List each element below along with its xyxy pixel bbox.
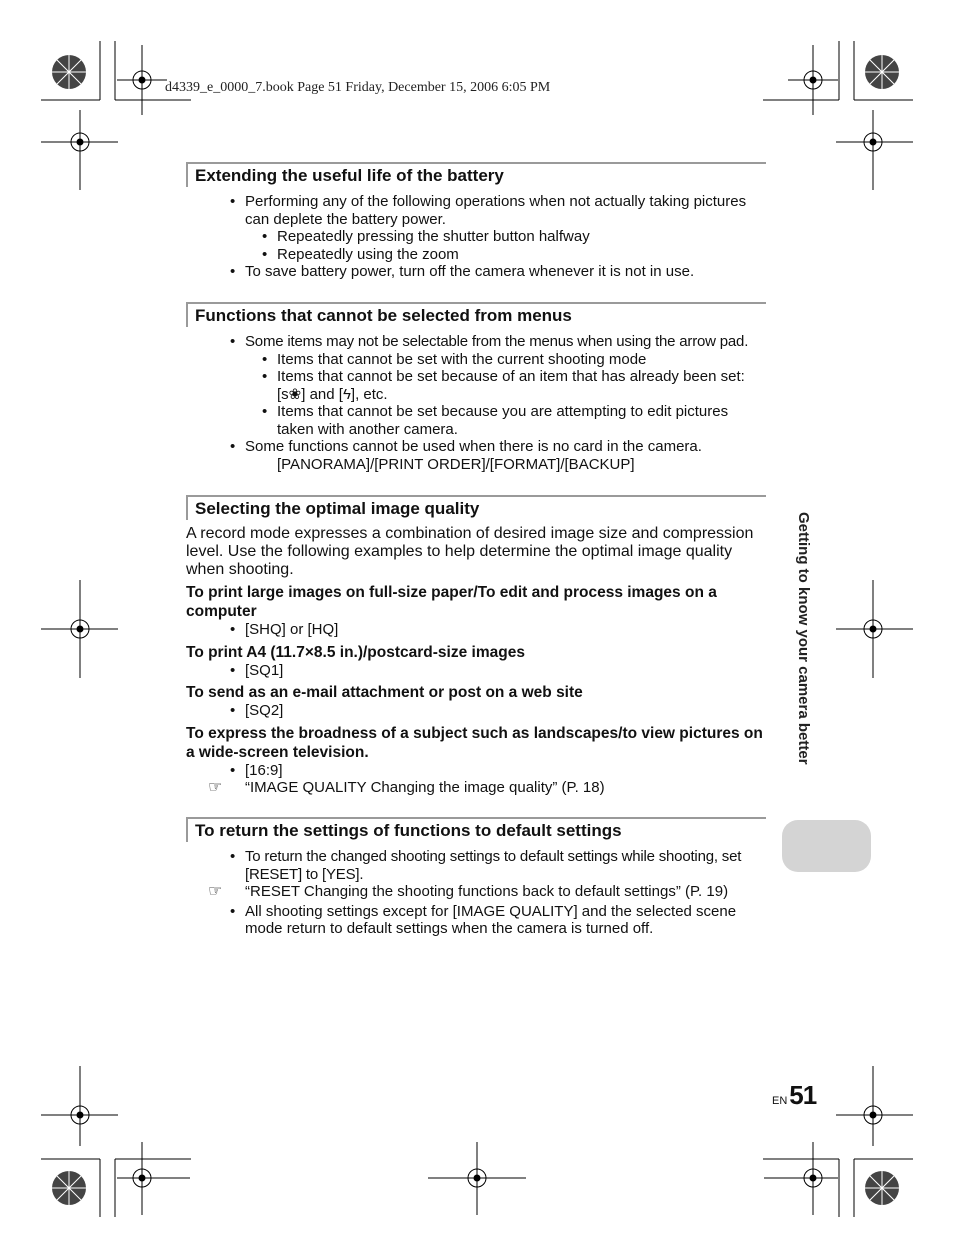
cross-reference [186, 883, 766, 901]
bullet-item: • To save battery power, turn off the camera whenever it is not in use. [186, 263, 766, 281]
scene-mode-icon: s❀ [281, 385, 302, 403]
bullet-continuation: [PANORAMA]/[PRINT ORDER]/[FORMAT]/[BACKUP] [277, 455, 635, 473]
bullet-item: • Performing any of the following operations when not actually taking pictures can deplete the battery power. [186, 193, 766, 228]
bullet-item: • [SQ1] [186, 662, 766, 680]
sub-bullet-item: • Repeatedly pressing the shutter button halfway [186, 228, 766, 246]
bullet-item: • Some functions cannot be used when there is no card in the camera. [186, 438, 766, 456]
subheading: To express the broadness of a subject such as landscapes/to view pictures on a wide-screen television. [186, 724, 763, 761]
bracket-text: [ [277, 385, 282, 403]
sub-bullet-item: • Items that cannot be set with the current shooting mode [186, 351, 766, 369]
sub-bullet-text: Items that cannot be set because of an item that has already been set: [277, 368, 745, 385]
pointing-hand-icon: ☞ [208, 779, 223, 796]
sub-bullet-item [186, 368, 766, 403]
page-number [772, 1080, 816, 1111]
section-title: Extending the useful life of the battery [186, 162, 766, 187]
reference-text: “IMAGE QUALITY Changing the image quality” (P. 18) [245, 779, 605, 796]
bracket-text: ] and [ [301, 385, 343, 403]
intro-paragraph: A record mode expresses a combination of desired image size and compression level. Use the following examples to help determine the optimal image quality when shooting. [186, 525, 754, 578]
bullet-item: • [16:9] [186, 762, 766, 780]
bullet-item: • To return the changed shooting settings to default settings while shooting, set [RESET] to [YES]. [186, 848, 766, 883]
cross-reference [186, 779, 766, 797]
section-menu-functions [186, 302, 766, 473]
chapter-sidebar-label: Getting to know your camera better [795, 512, 812, 765]
reference-text: “RESET Changing the shooting functions back to default settings” (P. 19) [245, 883, 729, 900]
sub-bullet-item: • Items that cannot be set because you are attempting to edit pictures taken with another camera. [186, 403, 766, 438]
section-battery [186, 162, 766, 281]
chapter-tab [782, 820, 871, 872]
pointing-hand-icon: ☞ [208, 883, 223, 900]
bullet-item: • [SQ2] [186, 702, 766, 720]
section-title: Functions that cannot be selected from menus [186, 302, 766, 327]
section-title: Selecting the optimal image quality [186, 495, 766, 520]
subheading: To print large images on full-size paper/To edit and process images on a computer [186, 584, 717, 620]
language-code: EN [772, 1095, 788, 1107]
flash-icon: ϟ [342, 385, 351, 403]
bullet-item: • All shooting settings except for [IMAGE QUALITY] and the selected scene mode return to default settings when the camera is turned off. [186, 903, 766, 938]
bracket-text: ], etc. [350, 385, 388, 403]
section-image-quality [186, 495, 766, 797]
bullet-item: • Some items may not be selectable from the menus when using the arrow pad. [186, 333, 766, 351]
section-reset-settings [186, 817, 766, 938]
bullet-item: • [SHQ] or [HQ] [186, 621, 766, 639]
print-info-line: d4339_e_0000_7.book Page 51 Friday, December 15, 2006 6:05 PM [165, 80, 551, 95]
section-title: To return the settings of functions to default settings [186, 817, 766, 842]
subheading: To send as an e-mail attachment or post on a web site [186, 684, 583, 701]
subheading: To print A4 (11.7×8.5 in.)/postcard-size images [186, 643, 525, 661]
page-number-value: 51 [789, 1080, 817, 1110]
sub-bullet-item: • Repeatedly using the zoom [186, 246, 766, 264]
